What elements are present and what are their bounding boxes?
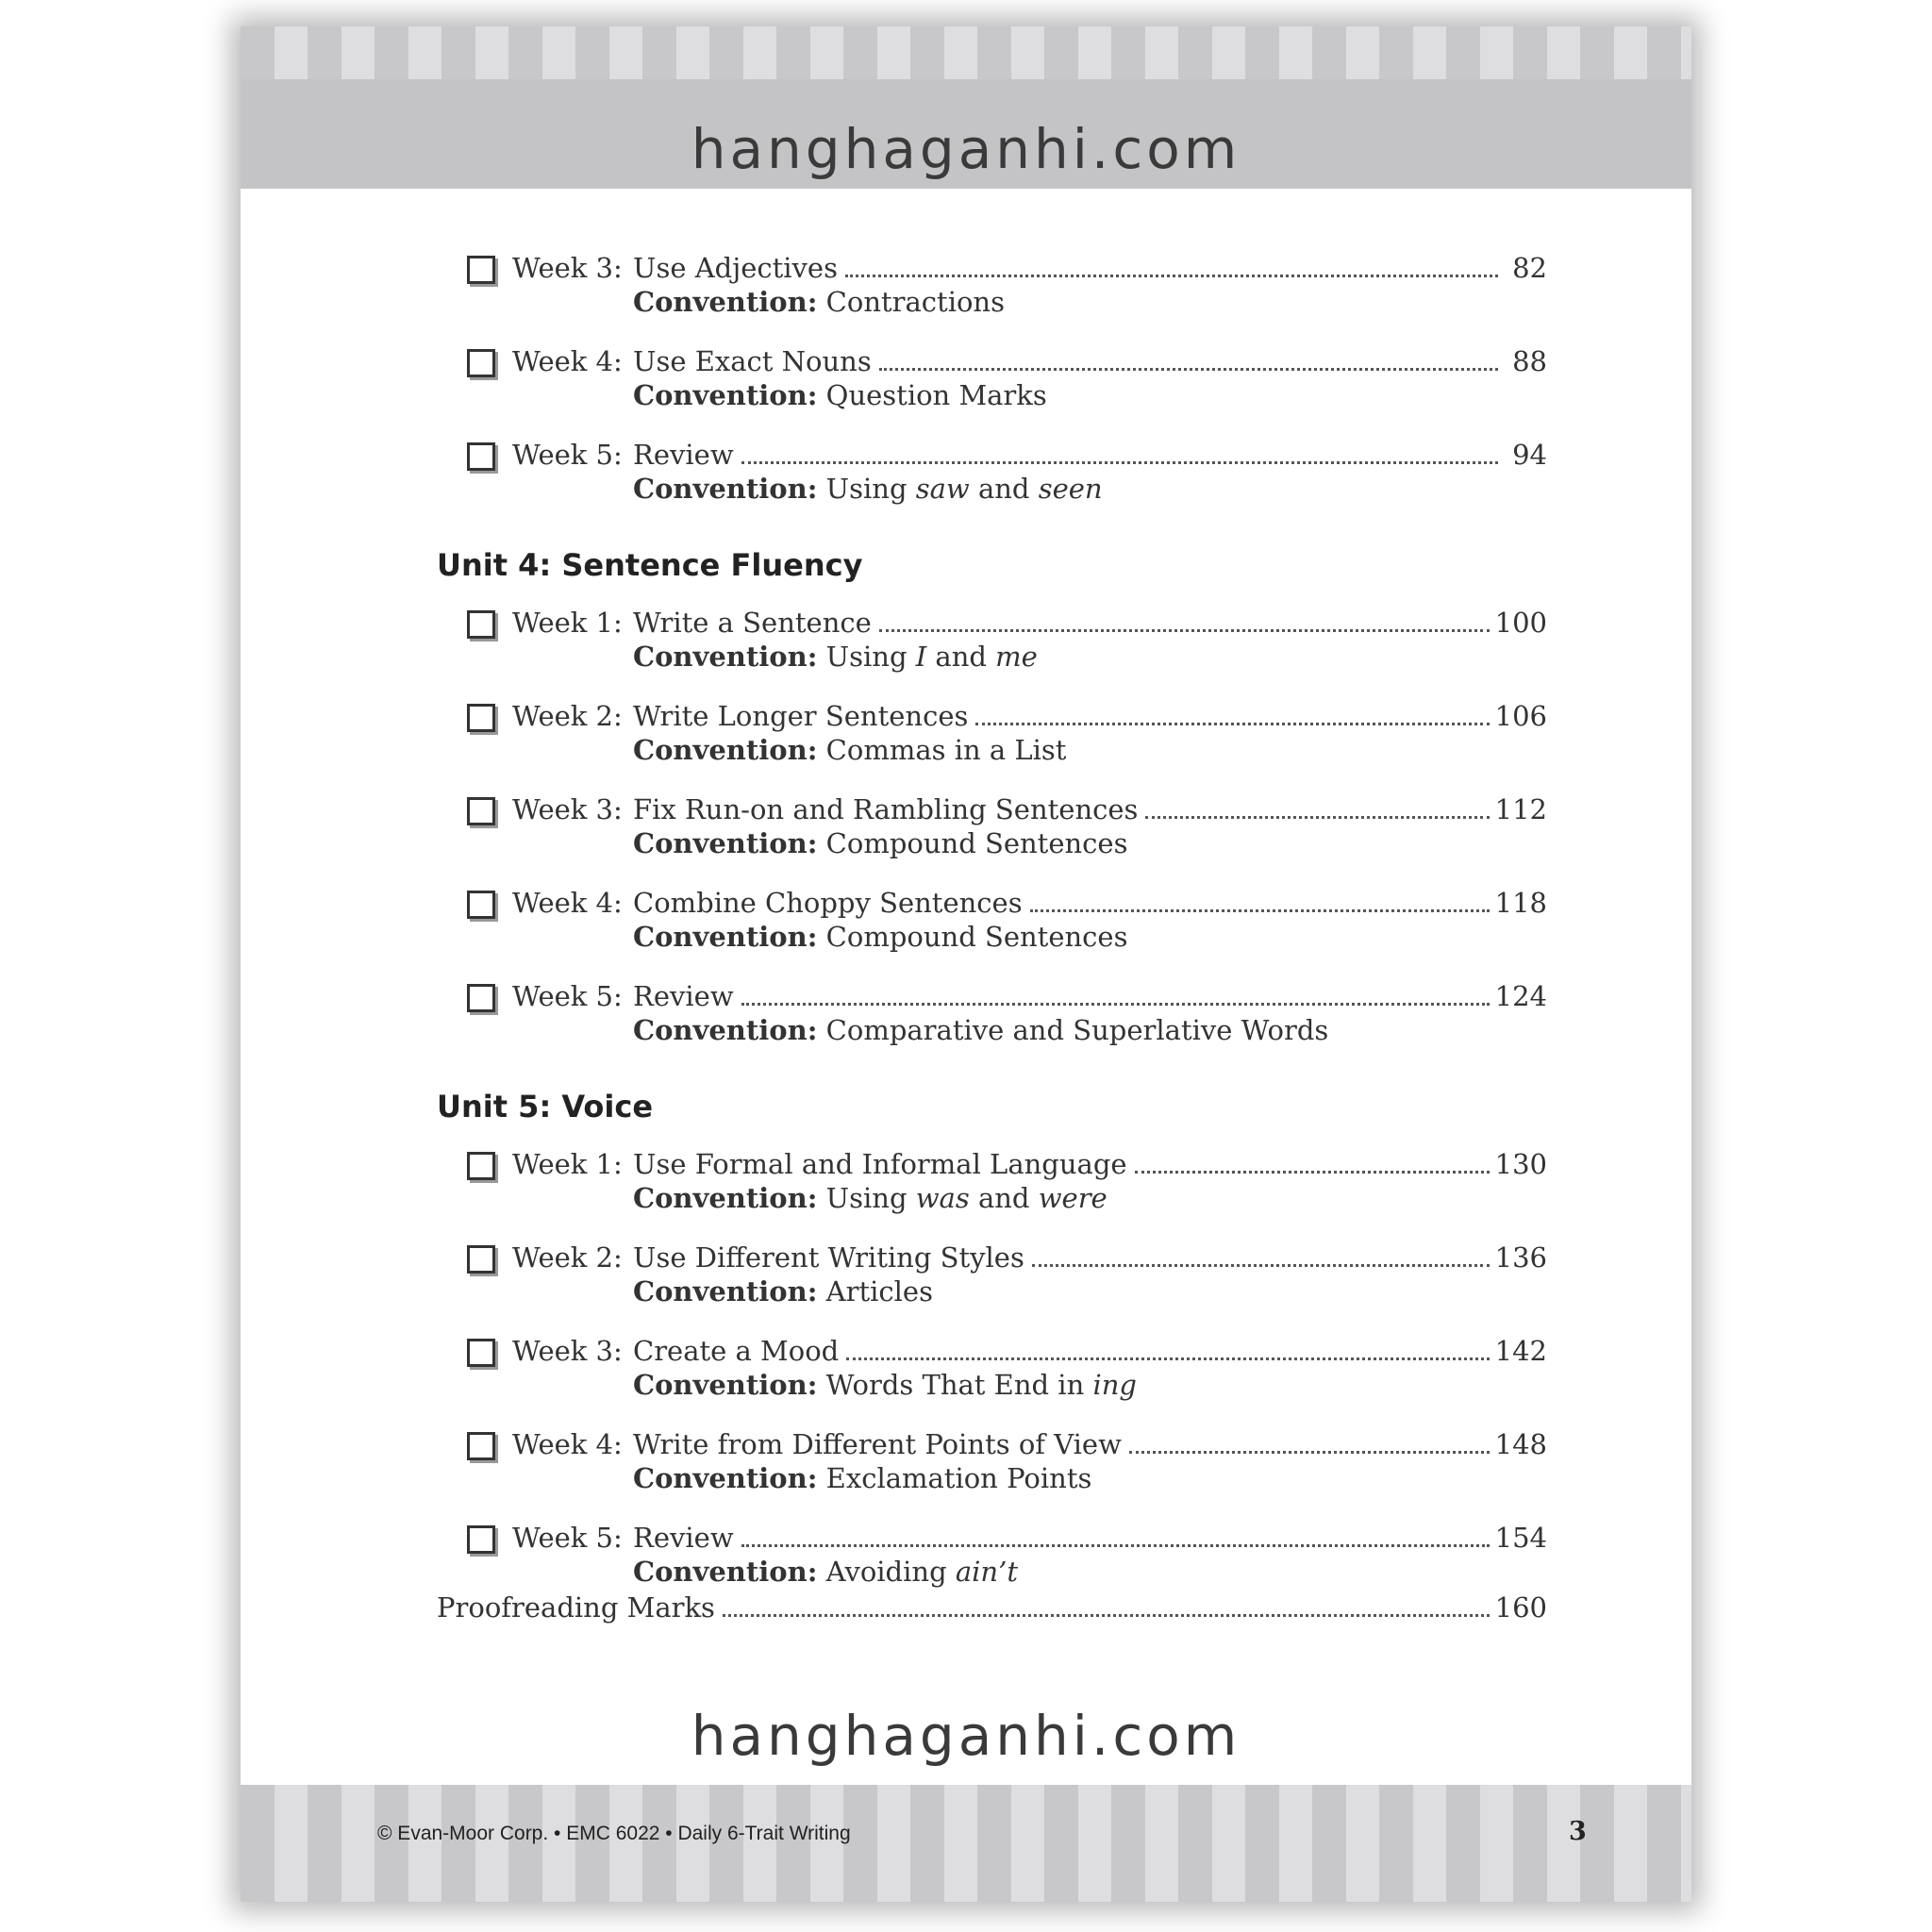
week-checkbox[interactable] xyxy=(467,349,495,377)
week-label: Week 3: xyxy=(512,252,623,284)
entry-page-number: 94 xyxy=(1512,439,1547,471)
convention-line xyxy=(633,734,1066,766)
header-stripes xyxy=(241,26,1691,79)
week-label: Week 1: xyxy=(512,607,623,639)
convention-label: Convention: xyxy=(633,1556,818,1588)
entry-title: Review xyxy=(633,439,734,471)
week-label: Week 4: xyxy=(512,345,623,377)
toc-entry xyxy=(633,1428,1547,1460)
toc-entry xyxy=(633,700,1547,732)
toc-entry xyxy=(633,793,1547,825)
entry-page-number: 118 xyxy=(1494,887,1547,919)
convention-label: Convention: xyxy=(633,1462,818,1494)
convention-text: and xyxy=(926,641,996,673)
week-label: Week 4: xyxy=(512,887,623,919)
week-label: Week 2: xyxy=(512,1241,623,1274)
convention-label: Convention: xyxy=(633,827,818,859)
convention-text: Using xyxy=(825,641,916,673)
convention-label: Convention: xyxy=(633,379,818,411)
week-label: Week 4: xyxy=(512,1428,623,1460)
convention-line xyxy=(633,1556,1018,1588)
entry-page-number: 100 xyxy=(1494,607,1547,639)
convention-text: and xyxy=(969,473,1039,505)
watermark-top: hanghaganhi.com xyxy=(691,117,1241,181)
week-label: Week 3: xyxy=(512,793,623,825)
convention-line xyxy=(633,641,1038,673)
entry-title: Use Different Writing Styles xyxy=(633,1241,1024,1274)
convention-italic: me xyxy=(995,641,1038,673)
convention-line xyxy=(633,379,1047,411)
convention-text: Using xyxy=(825,1182,916,1214)
week-label: Week 5: xyxy=(512,439,623,471)
entry-title: Use Adjectives xyxy=(633,252,838,284)
entry-page-number: 142 xyxy=(1494,1335,1547,1367)
convention-line xyxy=(633,921,1127,953)
convention-line xyxy=(633,1275,933,1307)
convention-text: Avoiding xyxy=(825,1556,956,1588)
convention-italic: seen xyxy=(1038,473,1103,505)
entry-page-number: 124 xyxy=(1494,980,1547,1012)
week-checkbox[interactable] xyxy=(467,984,495,1012)
proofreading-page-number: 160 xyxy=(1494,1591,1547,1624)
entry-title: Use Exact Nouns xyxy=(633,345,872,377)
toc-entry xyxy=(633,607,1547,639)
entry-title: Review xyxy=(633,980,734,1012)
week-checkbox[interactable] xyxy=(467,797,495,825)
week-label: Week 3: xyxy=(512,1335,623,1367)
week-label: Week 2: xyxy=(512,700,623,732)
dot-leader xyxy=(879,367,1498,371)
entry-title: Fix Run-on and Rambling Sentences xyxy=(633,793,1139,825)
convention-text: Words That End in xyxy=(825,1369,1093,1401)
dot-leader xyxy=(741,1543,1490,1547)
week-checkbox[interactable] xyxy=(467,891,495,919)
convention-italic: was xyxy=(915,1182,970,1214)
convention-italic: saw xyxy=(915,473,970,505)
dot-leader xyxy=(975,722,1489,725)
watermark-bottom: hanghaganhi.com xyxy=(691,1704,1241,1768)
toc-entry xyxy=(633,887,1547,919)
toc-entry xyxy=(633,1335,1547,1367)
convention-text: Compound Sentences xyxy=(825,921,1128,953)
week-label: Week 5: xyxy=(512,980,623,1012)
unit-heading: Unit 4: Sentence Fluency xyxy=(437,547,863,583)
footer-credit: © Evan-Moor Corp. • EMC 6022 • Daily 6-Trait Writing xyxy=(377,1823,851,1844)
toc-entry xyxy=(633,980,1547,1012)
book-page xyxy=(241,26,1691,1902)
dot-leader xyxy=(1145,815,1489,819)
toc-entry xyxy=(633,345,1547,377)
convention-label: Convention: xyxy=(633,1014,818,1046)
dot-leader xyxy=(1030,908,1490,912)
entry-title: Combine Choppy Sentences xyxy=(633,887,1023,919)
week-checkbox[interactable] xyxy=(467,1432,495,1460)
toc-entry xyxy=(633,1148,1547,1180)
entry-page-number: 112 xyxy=(1494,793,1547,825)
week-checkbox[interactable] xyxy=(467,610,495,639)
dot-leader xyxy=(723,1613,1490,1617)
entry-title: Write Longer Sentences xyxy=(633,700,969,732)
toc-entry xyxy=(633,252,1547,284)
convention-text: Using xyxy=(825,473,916,505)
week-checkbox[interactable] xyxy=(467,1339,495,1367)
convention-label: Convention: xyxy=(633,286,818,318)
entry-title: Review xyxy=(633,1522,734,1554)
dot-leader xyxy=(1129,1450,1490,1454)
convention-label: Convention: xyxy=(633,734,818,766)
week-checkbox[interactable] xyxy=(467,1245,495,1274)
convention-text: Commas in a List xyxy=(825,734,1067,766)
convention-text: Exclamation Points xyxy=(825,1462,1092,1494)
convention-text: Articles xyxy=(825,1275,933,1307)
week-checkbox[interactable] xyxy=(467,704,495,732)
week-label: Week 1: xyxy=(512,1148,623,1180)
entry-page-number: 136 xyxy=(1494,1241,1547,1274)
convention-label: Convention: xyxy=(633,921,818,953)
convention-label: Convention: xyxy=(633,641,818,673)
entry-title: Write from Different Points of View xyxy=(633,1428,1122,1460)
toc-entry xyxy=(633,439,1547,471)
proofreading-label: Proofreading Marks xyxy=(437,1591,715,1624)
convention-line xyxy=(633,1182,1108,1214)
convention-text: and xyxy=(969,1182,1039,1214)
dot-leader xyxy=(846,1357,1489,1360)
page-number: 3 xyxy=(1569,1817,1587,1846)
convention-label: Convention: xyxy=(633,1182,818,1214)
entry-title: Create a Mood xyxy=(633,1335,840,1367)
week-label: Week 5: xyxy=(512,1522,623,1554)
dot-leader xyxy=(741,1002,1490,1006)
convention-italic: ing xyxy=(1092,1369,1138,1401)
convention-italic: ain’t xyxy=(955,1556,1018,1588)
convention-line xyxy=(633,1014,1328,1046)
convention-line xyxy=(633,1369,1137,1401)
proofreading-entry xyxy=(437,1591,1547,1624)
entry-page-number: 148 xyxy=(1494,1428,1547,1460)
unit-heading: Unit 5: Voice xyxy=(437,1089,654,1124)
entry-page-number: 154 xyxy=(1494,1522,1547,1554)
convention-line xyxy=(633,827,1127,859)
convention-label: Convention: xyxy=(633,1275,818,1307)
convention-text: Comparative and Superlative Words xyxy=(825,1014,1329,1046)
dot-leader xyxy=(1032,1263,1490,1267)
entry-page-number: 82 xyxy=(1512,252,1547,284)
convention-line xyxy=(633,286,1005,318)
convention-italic: I xyxy=(915,641,927,673)
week-checkbox[interactable] xyxy=(467,256,495,284)
entry-title: Write a Sentence xyxy=(633,607,872,639)
entry-page-number: 130 xyxy=(1494,1148,1547,1180)
dot-leader xyxy=(1135,1170,1490,1174)
convention-line xyxy=(633,1462,1091,1494)
entry-page-number: 88 xyxy=(1512,345,1547,377)
convention-text: Compound Sentences xyxy=(825,827,1128,859)
week-checkbox[interactable] xyxy=(467,1152,495,1180)
entry-title: Use Formal and Informal Language xyxy=(633,1148,1127,1180)
convention-label: Convention: xyxy=(633,473,818,505)
week-checkbox[interactable] xyxy=(467,442,495,471)
convention-italic: were xyxy=(1038,1182,1108,1214)
toc-entry xyxy=(633,1522,1547,1554)
convention-text: Contractions xyxy=(825,286,1005,318)
toc-entry xyxy=(633,1241,1547,1274)
convention-label: Convention: xyxy=(633,1369,818,1401)
entry-page-number: 106 xyxy=(1494,700,1547,732)
convention-line xyxy=(633,473,1103,505)
convention-text: Question Marks xyxy=(825,379,1047,411)
dot-leader xyxy=(741,460,1498,464)
dot-leader xyxy=(879,628,1490,632)
week-checkbox[interactable] xyxy=(467,1525,495,1554)
dot-leader xyxy=(845,274,1498,277)
